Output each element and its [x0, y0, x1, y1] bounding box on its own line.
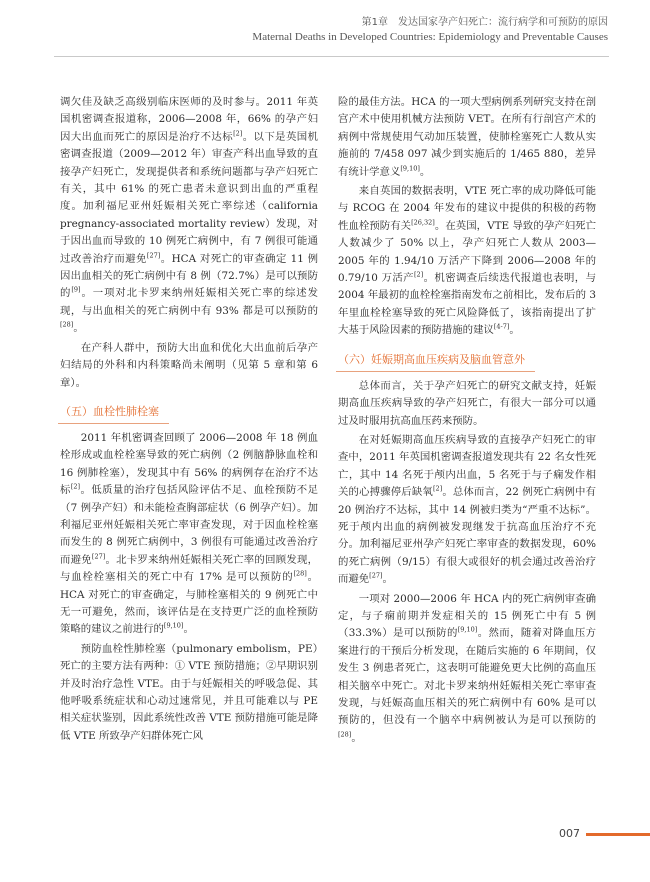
paragraph: 在产科人群中，预防大出血和优化大出血前后孕产妇结局的外科和内科策略尚未阐明（见第 5 章和第 6 章）。 [60, 341, 318, 389]
paragraph: 一项对 2000—2006 年 HCA 内的死亡病例审查确定，与子痫前期并发症相关的 15 例死亡中有 5 例（33.3%）是可以预防的[9,10]。然而，随着对降血压方案进行的干预后分析发现，在随后实施的 6 年期间，仅发生 3 例患者死亡，这表明可能避免更大比例的高血压相关脑卒中死亡。对北卡罗来纳州妊娠相关死亡率审查发现，与妊娠高血压相关的死亡病例中有 60% 是可以预防的，但没有一个脑卒中病例被认为是可以预防的[28]。 [338, 592, 597, 744]
chapter-title-en: Maternal Deaths in Developed Countries: Epidemiology and Preventable Causes [252, 31, 608, 43]
section-heading-5: （五）血栓性肺栓塞 [60, 404, 318, 420]
running-header [252, 16, 608, 45]
page-accent-bar [586, 833, 650, 836]
paragraph: 在对妊娠期高血压疾病导致的直接孕产妇死亡的审查中，2011 年英国机密调查报道发现共有 22 名女性死亡，其中 14 名死于颅内出血，5 名死于与子痫发作相关的心搏骤停后缺氧[2]。总体而言，22 例死亡病例中有 20 例治疗不达标，其中 14 例被归类为“严重不达标”。死于颅内出血的病例被发现继发于抗高血压治疗不充分。加利福尼亚州孕产妇死亡率审查的数据发现，60% 的死亡病例（9/15）有很大或很好的机会通过改善治疗而避免[27]。 [338, 433, 596, 586]
paragraph: 来自英国的数据表明，VTE 死亡率的成功降低可能与 RCOG 在 2004 年发布的建议中提供的积极的药物性血栓预防有关[26,32]。在英国，VTE 导致的孕产妇死亡人数减少了 50% 以上，孕产妇死亡人数从 2003—2005 年的 1.94/10 万活产下降到 2006—2008 年的 0.79/10 万活产[2]。机密调查后续迭代报道也表明，与 2004 年最初的血栓栓塞指南发布之前相比，发布后的 3 年里血栓栓塞导致的死亡风险降低了，该指南提出了扩大基于风险因素的预防措施的建议[4-7]。 [338, 185, 597, 337]
paragraph: 预防血栓性肺栓塞（pulmonary embolism，PE）死亡的主要方法有两种：① VTE 预防措施；②早期识别并及时治疗急性 VTE。由于与妊娠相关的呼吸急促、其他呼吸系统症状和心动过速常见，并且可能难以与 PE 相关症状鉴别，因此系统性改善 VTE 预防措施可能是降低 VTE 所致孕产妇群体死亡风 [60, 642, 318, 742]
right-column [338, 94, 596, 747]
paragraph: 调欠佳及缺乏高级别临床医师的及时参与。2011 年英国机密调查报道称，2006—2008 年，66% 的孕产妇因大出血而死亡的原因是治疗不达标[2]。以下是英国机密调查报道（2009—2012 年）审查产科出血导致的直接孕产妇死亡，发现提供者和系统问题都与孕产妇死亡有关，其中 61% 的死亡患者未意识到出血的严重程度。加利福尼亚州妊娠相关死亡率综述（california pregnancy-associated mortality review）发现，对于因出血而导致的 10 例死亡病例中，有 7 例很可能通过改善治疗而避免[27]。HCA 对死亡的审查确定 11 例因出血相关的死亡病例中有 8 例（72.7%）是可以预防的[9]。一项对北卡罗来纳州妊娠相关死亡率的综述发现，与出血相关的死亡病例中有 93% 都是可以预防的[28]。 [60, 96, 319, 335]
paragraph: 2011 年机密调查回顾了 2006—2008 年 18 例血栓形成或血栓栓塞导致的死亡病例（2 例脑静脉血栓和 16 例肺栓塞），发现其中有 56% 的病例存在治疗不达标[2]。低质量的治疗包括风险评估不足、血栓预防不足（7 例孕产妇）和未能检查胸部症状（6 例孕产妇）。加利福尼亚州妊娠相关死亡率审查发现，对于因血栓栓塞而发生的 8 例死亡病例中，3 例很有可能通过改善治疗而避免[27]。北卡罗来纳州妊娠相关死亡率的回顾发现，与血栓栓塞相关的死亡中有 17% 是可以预防的[28]。HCA 对死亡的审查确定，与肺栓塞相关的 9 例死亡中无一可避免，然而，该评估是在支持更广泛的血栓预防策略的建议之前进行的[9,10]。 [60, 431, 319, 636]
paragraph: 险的最佳方法。HCA 的一项大型病例系列研究支持在剖宫产术中使用机械方法预防 VET。在所有行剖宫产术的病例中常规使用气动加压装置，使肺栓塞死亡人数从实施前的 7/458 097 减少到实施后的 1/465 880，差异有统计学意义[9,10]。 [338, 96, 596, 178]
left-column [60, 94, 318, 745]
paragraph: 总体而言，关于孕产妇死亡的研究文献支持，妊娠期高血压疾病导致的孕产妇死亡，有很大一部分可以通过及时服用抗高血压药来预防。 [338, 379, 596, 427]
header-divider [54, 56, 609, 57]
chapter-title-zh: 第1章 发达国家孕产妇死亡：流行病学和可预防的原因 [361, 17, 608, 28]
page-number: 007 [559, 827, 580, 840]
section-heading-6: （六）妊娠期高血压疾病及脑血管意外 [338, 352, 596, 368]
